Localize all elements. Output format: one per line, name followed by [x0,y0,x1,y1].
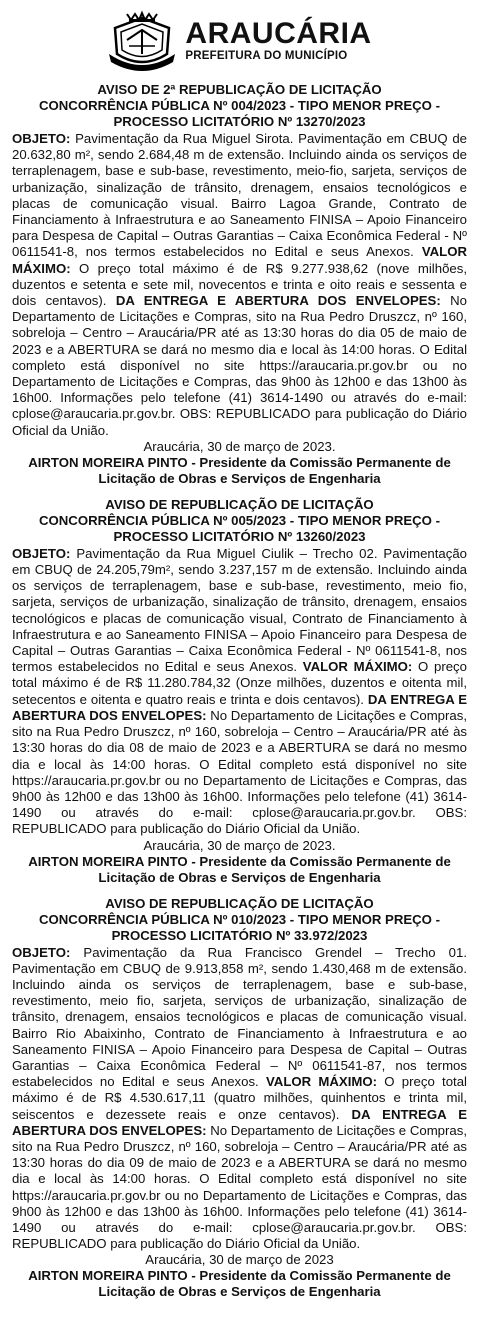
notice-body [12,546,467,838]
notice-title: PROCESSO LICITATÓRIO Nº 13260/2023 [113,528,366,544]
notice-title: PROCESSO LICITATÓRIO Nº 33.972/2023 [111,927,368,943]
notice-signature: Licitação de Obras e Serviços de Engenharia [98,470,381,486]
entrega-text: No Departamento de Licitações e Compras, sito na Rua Pedro Druszcz, nº 160, sobreloja – Centro – Araucária/PR até as 13:30 horas do dia 09 de maio de 2023 e a ABERTURA se dará no mesmo dia e local às 14:00 horas. O Edital completo está disponível no site https://araucaria.pr.gov.br ou no Departamento de Licitações e Compras, das 9h00 às 12h00 e das 13h00 às 16h00. Informações pelo telefone (41) 3614-1490 ou através do e-mail: cplose@araucaria.pr.gov.br. OBS: REPUBLICADO para publicação do Diário Oficial da União. [12,1122,468,1252]
notice-date: Araucária, 30 de março de 2023. [143,438,336,454]
notice-body [12,945,467,1253]
objeto-text: Pavimentação da Rua Miguel Ciulik – Trecho 02. Pavimentação em CBUQ de 24.205,79m², sendo 3.237,157 m de extensão. Incluindo ainda os serviços de terraplenagem, base e sub-base, revestimento, meio fio, sarjeta, serviços de urbanização, sinalização de trânsito, drenagem, ensaios tecnológicos e placas de comunicação visual, Contrato de Financiamento à Infraestrutura e ao Saneamento FINISA – Apoio Financeiro para Despesa de Capital – Outras Garantias – Caixa Econômica Federal - Nº 0611541-8, nos termos estabelecidos no Edital e seus Anexos. [12,545,467,675]
brand [185,19,371,63]
notice-title: AVISO DE REPUBLICAÇÃO DE LICITAÇÃO [105,895,374,911]
entrega-text: No Departamento de Licitações e Compras, sito na Rua Pedro Druszcz, nº 160, sobreloja – Centro – Araucária/PR até as 13:30 horas do dia 05 de maio de 2023 e a ABERTURA se dará no mesmo dia e local às 14:00 horas. O Edital completo está disponível no site https://araucaria.pr.gov.br ou no Departamento de Licitações e Compras, das 9h00 às 12h00 e das 13h00 às 16h00. Informações pelo telefone (41) 3614-1490 ou através do e-mail: cplose@araucaria.pr.gov.br. OBS: REPUBLICADO para publicação do Diário Oficial da União. [12,293,467,438]
notice-title: PROCESSO LICITATÓRIO Nº 13270/2023 [113,114,366,129]
notice-title: AVISO DE 2ª REPUBLICAÇÃO DE LICITAÇÃO [97,82,382,97]
notice-title: AVISO DE REPUBLICAÇÃO DE LICITAÇÃO [105,496,374,512]
notice [12,82,467,487]
valor-text: O preço total máximo é de R$ 4.530.617,11 (quatro milhões, quinhentos e trinta mil, seiscentos e dezessete reais e onze centavos). [12,1074,467,1122]
notice-date: Araucária, 30 de março de 2023 [145,1252,334,1268]
valor-label: VALOR MÁXIMO: [302,659,413,675]
notice-signature: AIRTON MOREIRA PINTO - Presidente da Comissão Permanente de [28,1268,451,1284]
valor-label: VALOR MÁXIMO: [265,1074,378,1090]
notice-title: CONCORRÊNCIA PÚBLICA Nº 010/2023 - TIPO MENOR PREÇO - [39,911,440,927]
valor-text: O preço total máximo é de R$ 11.280.784,32 (Onze milhões, duzentos e oitenta mil, setecentos e oitenta e quatro reais e trinta e dois centavos). [12,659,467,707]
objeto-label: OBJETO: [12,545,71,561]
entrega-label: DA ENTREGA E ABERTURA DOS ENVELOPES: [115,293,441,309]
header [12,6,467,76]
brand-name: ARAUCÁRIA [185,17,372,51]
objeto-text: Pavimentação da Rua Francisco Grendel – Trecho 01. Pavimentação em CBUQ de 9.913,858 m², sendo 1.430,468 m de extensão. Incluindo ainda os serviços de terraplenagem, base e sub-base, revestimento, meio fio, sarjeta, serviços de urbanização, sinalização de trânsito, drenagem, ensaios tecnológicos e placas de comunicação visual. Bairro Rio Abaixinho, Contrato de Financiamento à Infraestrutura e ao Saneamento FINISA – Apoio Financeiro para Despesa de Capital – Outras Garantias – Caixa Econômica Federal – Nº 0611541-87, nos termos estabelecidos no Edital e seus Anexos. [12,944,467,1090]
objeto-label: OBJETO: [12,944,71,960]
notice [12,497,467,886]
notice-signature: Licitação de Obras e Serviços de Engenharia [98,1284,381,1300]
notice-title: CONCORRÊNCIA PÚBLICA Nº 005/2023 - TIPO MENOR PREÇO - [39,512,440,528]
notice-signature: Licitação de Obras e Serviços de Engenharia [98,869,381,885]
objeto-label: OBJETO: [12,131,71,146]
notice-date: Araucária, 30 de março de 2023. [143,837,336,853]
entrega-label: DA ENTREGA E ABERTURA DOS ENVELOPES: [12,691,468,723]
brand-subtitle: PREFEITURA DO MUNICÍPIO [185,50,348,63]
entrega-text: No Departamento de Licitações e Compras, sito na Rua Pedro Druszcz, nº 160, sobreloja – Centro – Araucária/PR até às 13:30 horas do dia 08 de maio de 2023 e a ABERTURA se dará no mesmo dia e local às 14:00 horas. O Edital completo está disponível no site https://araucaria.pr.gov.br ou no Departamento de Licitações e Compras, das 9h00 às 12h00 e das 13h00 às 16h00. Informações pelo telefone (41) 3614-1490 ou através do e-mail: cplose@araucaria.pr.gov.br. OBS: REPUBLICADO para publicação do Diário Oficial da União. [12,707,468,837]
notice-signature: AIRTON MOREIRA PINTO - Presidente da Comissão Permanente de [28,853,451,869]
municipal-coat-of-arms-icon [107,10,177,72]
notice-title: CONCORRÊNCIA PÚBLICA Nº 004/2023 - TIPO MENOR PREÇO - [39,98,440,113]
objeto-text: Pavimentação da Rua Miguel Sirota. Pavimentação em CBUQ de 20.632,80 m², sendo 2.684,48 m de extensão. Incluindo ainda os serviços de terraplenagem, base e sub-base, revestimento, meio-fio, sarjeta, serviços de urbanização, sinalização de trânsito, drenagem, ensaios tecnológicos e placas de comunicação visual. Bairro Lagoa Grande, Contrato de Financiamento à Infraestrutura e ao Saneamento FINISA – Apoio Financeiro para Despesa de Capital – Outras Garantias – Caixa Econômica Federal - Nº 0611541-8, nos termos estabelecidos no Edital e seus Anexos. [12,131,467,260]
notice [12,896,467,1301]
valor-label: VALOR MÁXIMO: [12,244,467,276]
valor-text: O preço total máximo é de R$ 9.277.938,62 (nove milhões, duzentos e setenta e sete mil, novecentos e trinta e oito reais e sessenta e dois centavos). [12,260,467,309]
notice-body [12,131,467,439]
notice-signature: AIRTON MOREIRA PINTO - Presidente da Comissão Permanente de [28,454,451,470]
entrega-label: DA ENTREGA E ABERTURA DOS ENVELOPES: [12,1106,467,1138]
